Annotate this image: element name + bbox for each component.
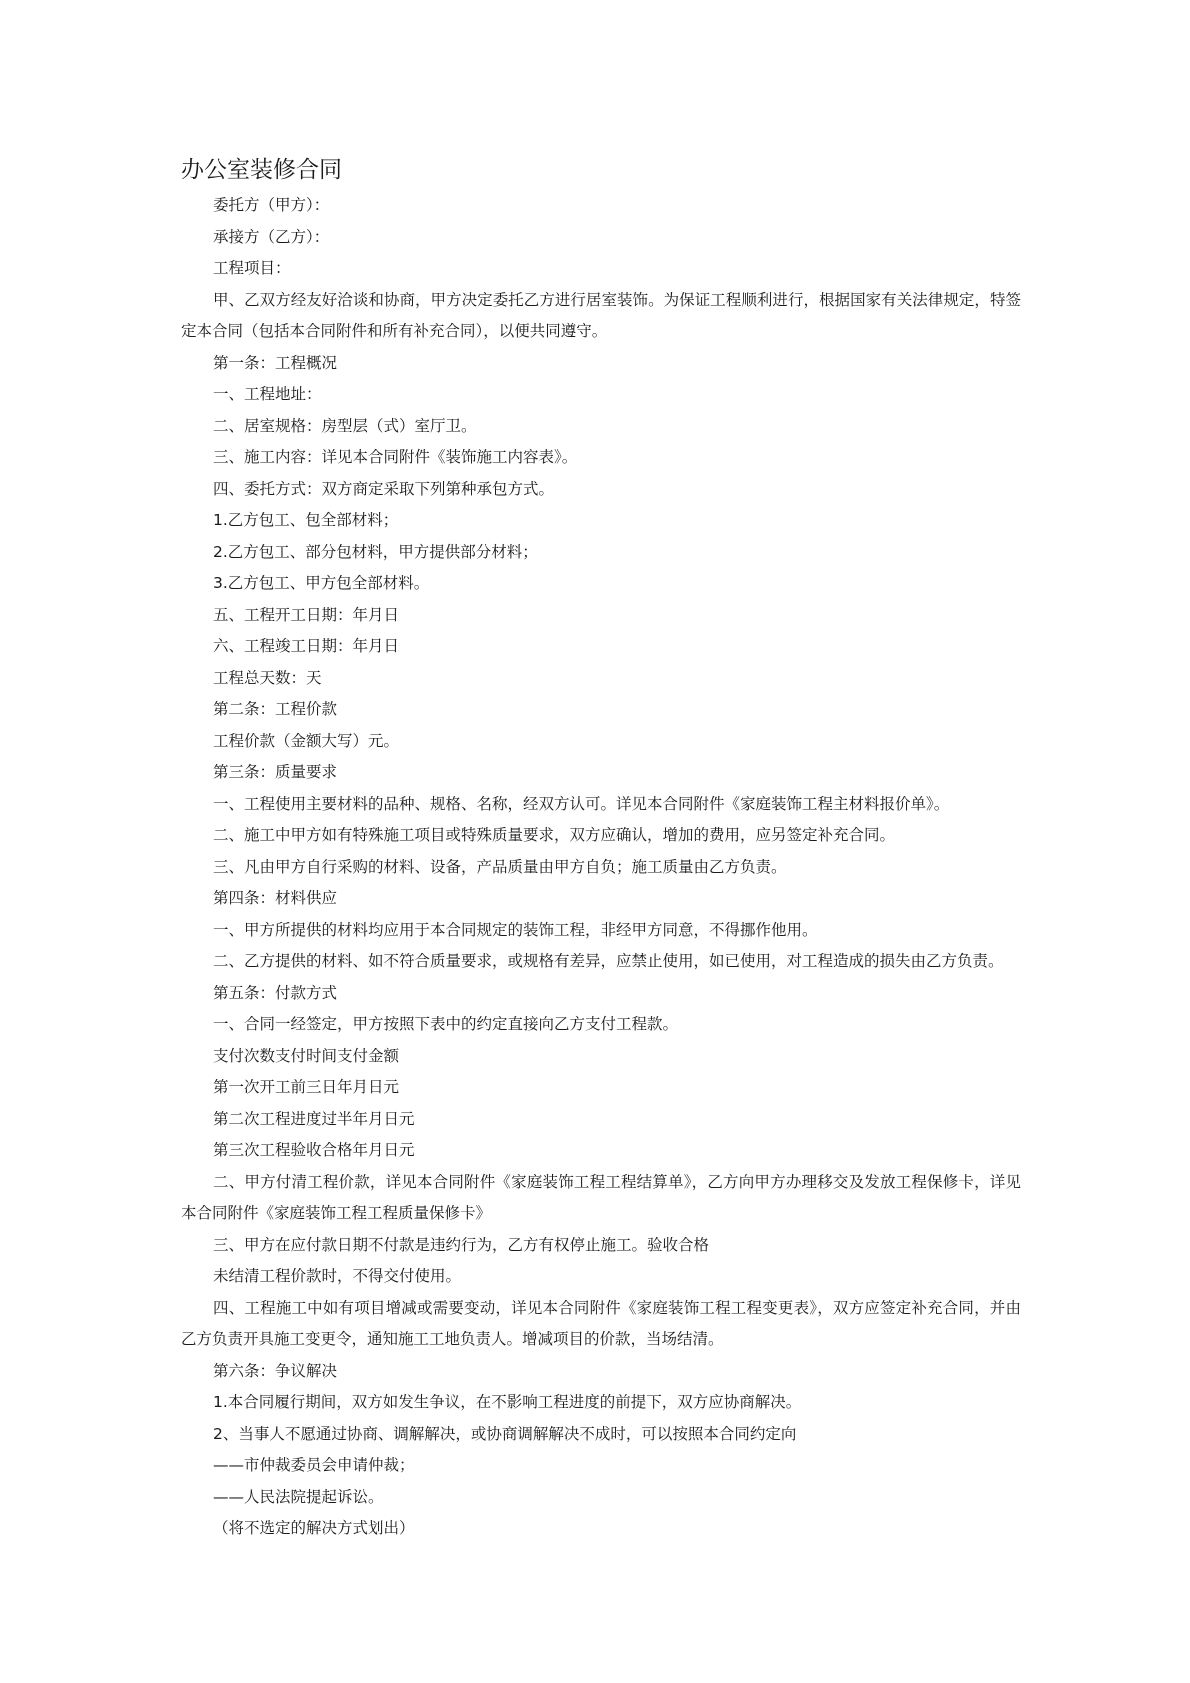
paragraph: 第二次工程进度过半年月日元 xyxy=(213,1109,415,1128)
document-body xyxy=(181,190,1021,1545)
paragraph: 第一次开工前三日年月日元 xyxy=(213,1078,400,1096)
paragraph: 委托方（甲方）： xyxy=(213,196,330,214)
section-heading: 第六条：争议解决 xyxy=(213,1361,338,1380)
paragraph: 二、甲方付清工程价款，详见本合同附件《家庭装饰工程工程结算单》，乙方向甲方办理移交及发放工程保修卡，详见本合同附件《家庭装饰工程工程质量保修卡》 xyxy=(181,1172,1021,1222)
document-title: 办公室装修合同 xyxy=(181,157,342,183)
paragraph: 四、工程施工中如有项目增减或需要变动，详见本合同附件《家庭装饰工程工程变更表》，双方应签定补充合同，并由乙方负责开具施工变更令，通知施工工地负责人。增减项目的价款，当场结清。 xyxy=(181,1298,1021,1348)
paragraph: （将不选定的解决方式划出） xyxy=(213,1519,415,1537)
paragraph: 支付次数支付时间支付金额 xyxy=(213,1046,400,1065)
paragraph: 工程总天数：天 xyxy=(213,668,322,687)
paragraph: 一、甲方所提供的材料均应用于本合同规定的装饰工程，非经甲方同意，不得挪作他用。 xyxy=(213,920,818,939)
paragraph: 五、工程开工日期：年月日 xyxy=(213,605,400,624)
section-heading: 第三条：质量要求 xyxy=(213,763,338,781)
section-heading: 第五条：付款方式 xyxy=(213,983,338,1002)
paragraph: ——人民法院提起诉讼。 xyxy=(213,1487,384,1506)
paragraph: 三、甲方在应付款日期不付款是违约行为，乙方有权停止施工。验收合格 xyxy=(213,1235,710,1254)
paragraph: 一、工程地址： xyxy=(213,385,322,403)
paragraph: 2.乙方包工、部分包材料，甲方提供部分材料； xyxy=(213,542,538,561)
paragraph: 一、工程使用主要材料的品种、规格、名称，经双方认可。详见本合同附件《家庭装饰工程主材料报价单》。 xyxy=(213,794,950,813)
section-heading: 第二条：工程价款 xyxy=(213,700,338,718)
paragraph: 未结清工程价款时，不得交付使用。 xyxy=(213,1267,462,1285)
paragraph: 四、委托方式：双方商定采取下列第种承包方式。 xyxy=(213,479,555,498)
paragraph: 工程项目： xyxy=(213,259,291,277)
paragraph: 1.本合同履行期间，双方如发生争议，在不影响工程进度的前提下，双方应协商解决。 xyxy=(213,1393,802,1411)
paragraph: 2、当事人不愿通过协商、调解解决，或协商调解解决不成时，可以按照本合同约定向 xyxy=(213,1424,797,1443)
paragraph: 六、工程竣工日期：年月日 xyxy=(213,637,400,655)
paragraph: 二、乙方提供的材料、如不符合质量要求，或规格有差异，应禁止使用，如已使用，对工程造成的损失由乙方负责。 xyxy=(213,952,1004,970)
paragraph: 二、施工中甲方如有特殊施工项目或特殊质量要求，双方应确认，增加的费用，应另签定补充合同。 xyxy=(213,826,896,844)
section-heading: 第一条：工程概况 xyxy=(213,353,338,372)
paragraph: 第三次工程验收合格年月日元 xyxy=(213,1141,415,1159)
paragraph: 工程价款（金额大写）元。 xyxy=(213,731,400,750)
paragraph: 甲、乙双方经友好洽谈和协商，甲方决定委托乙方进行居室装饰。为保证工程顺利进行，根据国家有关法律规定，特签定本合同（包括本合同附件和所有补充合同），以便共同遵守。 xyxy=(181,290,1021,340)
paragraph: 二、居室规格：房型层（式）室厅卫。 xyxy=(213,416,477,435)
paragraph: 三、施工内容：详见本合同附件《装饰施工内容表》。 xyxy=(213,448,578,466)
paragraph: 三、凡由甲方自行采购的材料、设备，产品质量由甲方自负；施工质量由乙方负责。 xyxy=(213,857,787,876)
paragraph: 3.乙方包工、甲方包全部材料。 xyxy=(213,574,430,592)
paragraph: 一、合同一经签定，甲方按照下表中的约定直接向乙方支付工程款。 xyxy=(213,1015,679,1033)
paragraph: 1.乙方包工、包全部材料； xyxy=(213,511,399,529)
section-heading: 第四条：材料供应 xyxy=(213,889,338,907)
paragraph: 承接方（乙方）： xyxy=(213,227,330,246)
paragraph: ——市仲裁委员会申请仲裁； xyxy=(213,1456,415,1474)
